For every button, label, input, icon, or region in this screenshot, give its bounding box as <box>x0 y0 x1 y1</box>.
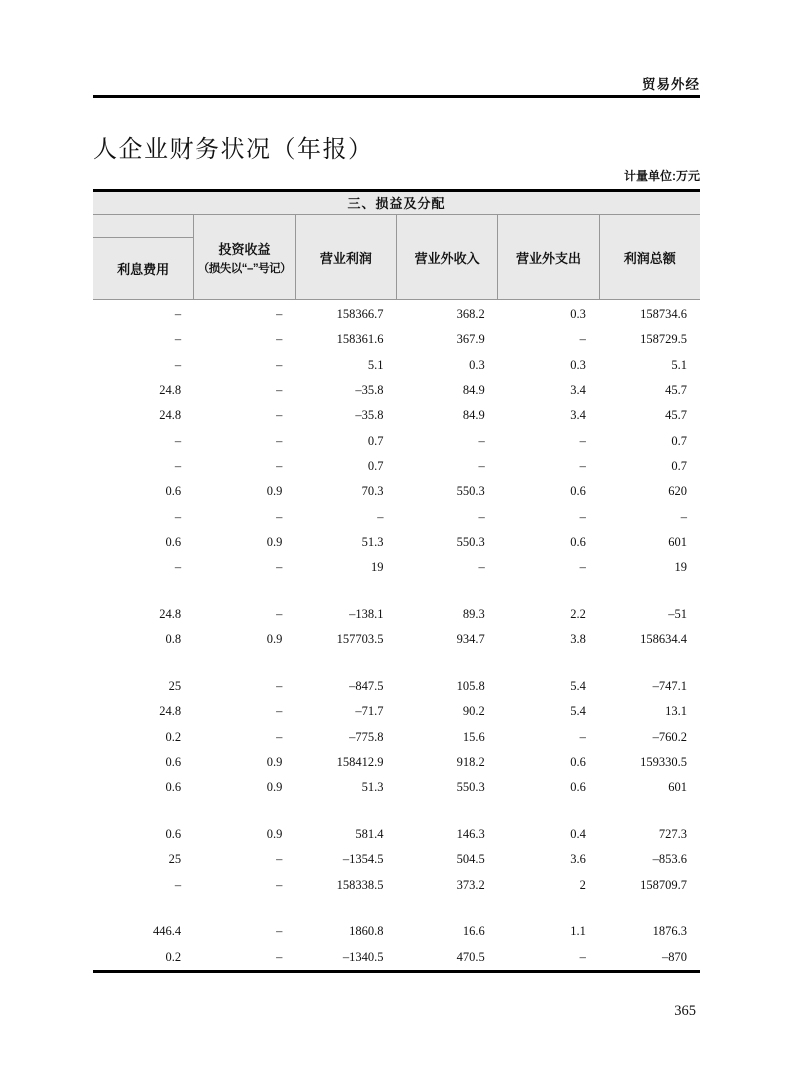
table-cell: –35.8 <box>355 383 384 398</box>
table-cell: 0.6 <box>165 826 182 841</box>
table-row-spacer <box>93 580 700 602</box>
table-cell: – <box>276 332 283 347</box>
table-cell: 0.6 <box>165 780 182 795</box>
table-cell: 158729.5 <box>640 332 688 347</box>
table-cell: – <box>579 458 586 473</box>
table-cell: 504.5 <box>456 852 485 867</box>
table-cell: 24.8 <box>159 704 182 719</box>
table-cell: 373.2 <box>456 877 485 892</box>
table-cell: 158412.9 <box>336 754 384 769</box>
table-cell: 581.4 <box>355 826 384 841</box>
table-cell: –870 <box>662 949 688 964</box>
table-cell: 5.1 <box>367 357 384 372</box>
column-header-label: 营业利润 <box>319 250 372 266</box>
table-cell: –138.1 <box>349 606 384 621</box>
table-cell: 0.6 <box>165 484 182 499</box>
table-cell: 45.7 <box>665 383 688 398</box>
table-cell: –747.1 <box>652 679 688 693</box>
table-cell: 90.2 <box>462 704 485 719</box>
table-cell: 550.3 <box>456 780 485 795</box>
table-cell: 158709.7 <box>640 877 688 892</box>
table-cell: 2.2 <box>570 606 586 621</box>
table-cell: 0.2 <box>165 729 182 744</box>
table-row <box>93 302 700 327</box>
table-body <box>93 300 700 970</box>
table-cell: 105.8 <box>456 679 485 693</box>
header-stub-cell <box>93 215 193 238</box>
table-cell: – <box>377 509 384 524</box>
table-cell: –1340.5 <box>342 949 384 964</box>
table-cell: 158366.7 <box>336 307 384 322</box>
table-cell: – <box>276 729 283 744</box>
column-header-operating-profit <box>295 215 396 299</box>
table-cell: 550.3 <box>456 534 485 549</box>
table-cell: – <box>276 852 283 867</box>
column-header-label: 营业外支出 <box>515 250 581 266</box>
table-cell: 25 <box>168 852 182 867</box>
table-cell: – <box>579 949 586 964</box>
table-cell: 0.6 <box>570 484 586 499</box>
table-row-spacer <box>93 652 700 674</box>
table-cell: 19 <box>674 560 688 575</box>
table-cell: – <box>276 383 283 398</box>
column-header-label: 利息费用 <box>117 262 170 277</box>
table-cell: 51.3 <box>361 534 384 549</box>
table-cell: 158734.6 <box>640 307 688 322</box>
table-cell: 3.4 <box>570 408 586 423</box>
table-cell: 5.4 <box>570 704 586 719</box>
table-row <box>93 428 700 453</box>
table-cell: – <box>276 704 283 719</box>
table-cell: 159330.5 <box>640 754 688 769</box>
table-row <box>93 750 700 775</box>
table-cell: – <box>478 509 485 524</box>
table-cell: 0.3 <box>570 357 586 372</box>
table-row <box>93 403 700 428</box>
table-cell: 0.6 <box>165 534 182 549</box>
table-cell: 0.9 <box>266 632 283 647</box>
table-cell: –51 <box>668 606 688 621</box>
table-row <box>93 919 700 944</box>
table-row <box>93 530 700 555</box>
table-row <box>93 674 700 699</box>
table-cell: – <box>579 509 586 524</box>
table-cell: 3.8 <box>570 632 586 647</box>
table-cell: – <box>276 877 283 892</box>
table-cell: 0.9 <box>266 826 283 841</box>
table-bottom-rule <box>93 970 700 973</box>
table-cell: 0.7 <box>671 458 688 473</box>
table-row <box>93 378 700 403</box>
table-cell: 0.7 <box>367 458 384 473</box>
table-cell: 1860.8 <box>349 924 384 939</box>
table-cell: 446.4 <box>153 924 182 939</box>
table-cell: – <box>276 433 283 448</box>
table-row <box>93 555 700 580</box>
table-section-title: 三、损益及分配 <box>93 192 700 215</box>
table-row <box>93 602 700 627</box>
table-cell: 1876.3 <box>652 924 688 939</box>
table-cell: –71.7 <box>355 704 384 719</box>
column-header-label: 利润总额 <box>623 250 676 266</box>
table-cell: 620 <box>668 484 688 499</box>
table-cell: 0.6 <box>570 780 586 795</box>
table-cell: 2 <box>579 877 586 892</box>
table-cell: 158634.4 <box>640 632 688 647</box>
table-row <box>93 479 700 504</box>
table-cell: 158338.5 <box>336 877 384 892</box>
table-cell: 15.6 <box>462 729 485 744</box>
table-row <box>93 822 700 847</box>
table-cell: – <box>579 332 586 347</box>
table-cell: 24.8 <box>159 606 182 621</box>
table-cell: – <box>680 509 688 524</box>
column-header-investment-income <box>193 215 294 299</box>
table-cell: 601 <box>668 534 688 549</box>
table-cell: 45.7 <box>665 408 688 423</box>
table-cell: 1.1 <box>570 924 586 939</box>
running-head-rule <box>93 95 700 98</box>
table-cell: – <box>276 357 283 372</box>
table-row <box>93 327 700 352</box>
table-cell: – <box>478 560 485 575</box>
table-cell: – <box>276 924 283 939</box>
table-cell: – <box>174 433 182 448</box>
column-header-nonoperating-expense <box>497 215 598 299</box>
table-row-spacer <box>93 800 700 822</box>
table-cell: – <box>478 433 485 448</box>
page-title: 人企业财务状况（年报） <box>93 137 374 163</box>
table-cell: –847.5 <box>349 679 384 693</box>
table-cell: 5.4 <box>570 679 586 693</box>
table-cell: 0.7 <box>671 433 688 448</box>
table-cell: – <box>276 458 283 473</box>
table-row <box>93 847 700 872</box>
table-cell: 158361.6 <box>336 332 384 347</box>
table-cell: –760.2 <box>652 729 688 744</box>
table-row <box>93 699 700 724</box>
table-cell: 89.3 <box>462 606 485 621</box>
table-cell: 24.8 <box>159 408 182 423</box>
table-cell: 934.7 <box>456 632 485 647</box>
table-cell: 0.9 <box>266 780 283 795</box>
table-cell: – <box>276 408 283 423</box>
table-cell: – <box>276 949 283 964</box>
table-cell: – <box>579 560 586 575</box>
table-row <box>93 504 700 529</box>
table-cell: – <box>276 679 283 693</box>
table-cell: –1354.5 <box>342 852 384 867</box>
table-row <box>93 627 700 652</box>
table-cell: 84.9 <box>462 408 485 423</box>
table-row <box>93 872 700 897</box>
table-cell: –853.6 <box>652 852 688 867</box>
column-header-sublabel: （损失以“–”号记） <box>197 262 292 275</box>
table-row <box>93 775 700 800</box>
running-head: 贸易外经 <box>642 77 700 92</box>
table-row <box>93 945 700 970</box>
table-cell: 5.1 <box>671 357 688 372</box>
unit-note: 计量单位:万元 <box>624 169 700 183</box>
table-cell: – <box>276 509 283 524</box>
table-cell: 0.7 <box>367 433 384 448</box>
table-cell: 727.3 <box>658 826 688 841</box>
table-cell: 918.2 <box>456 754 485 769</box>
table-cell: 601 <box>668 780 688 795</box>
table-row <box>93 724 700 749</box>
table-cell: 0.6 <box>570 754 586 769</box>
table-cell: 157703.5 <box>336 632 384 647</box>
table-cell: 51.3 <box>361 780 384 795</box>
table-cell: –775.8 <box>349 729 384 744</box>
table-cell: 13.1 <box>665 704 688 719</box>
table-cell: 367.9 <box>456 332 485 347</box>
table-cell: 470.5 <box>456 949 485 964</box>
table-cell: – <box>174 332 182 347</box>
table-cell: 0.6 <box>570 534 586 549</box>
table-row <box>93 353 700 378</box>
table-row <box>93 454 700 479</box>
table-row-spacer <box>93 898 700 920</box>
table-cell: – <box>276 560 283 575</box>
table-cell: 0.9 <box>266 484 283 499</box>
table-cell: 19 <box>371 560 384 575</box>
table-cell: 368.2 <box>456 307 485 322</box>
page-number: 365 <box>674 1003 696 1019</box>
table-cell: 0.3 <box>570 307 586 322</box>
column-header-label: 营业外收入 <box>414 250 480 266</box>
table-cell: 3.4 <box>570 383 586 398</box>
table-cell: – <box>174 509 182 524</box>
table-cell: – <box>579 729 586 744</box>
table-cell: 70.3 <box>361 484 384 499</box>
table-cell: – <box>276 307 283 322</box>
column-header-nonoperating-income <box>396 215 497 299</box>
table-cell: 84.9 <box>462 383 485 398</box>
table-cell: – <box>174 877 182 892</box>
table-cell: 0.9 <box>266 754 283 769</box>
table-cell: 25 <box>168 679 182 693</box>
table-cell: 16.6 <box>462 924 485 939</box>
table-cell: – <box>174 560 182 575</box>
table-cell: – <box>579 433 586 448</box>
table-cell: – <box>174 307 182 322</box>
table-cell: 146.3 <box>456 826 485 841</box>
statistics-table <box>93 189 700 973</box>
table-cell: – <box>174 357 182 372</box>
table-cell: 550.3 <box>456 484 485 499</box>
table-cell: – <box>276 606 283 621</box>
table-cell: 0.6 <box>165 754 182 769</box>
table-cell: – <box>478 458 485 473</box>
table-cell: 0.9 <box>266 534 283 549</box>
column-header-total-profit <box>599 215 700 299</box>
table-cell: – <box>174 458 182 473</box>
column-header-interest-expense <box>93 215 193 299</box>
column-header-label: 投资收益 <box>218 241 271 257</box>
table-cell: 24.8 <box>159 383 182 398</box>
table-cell: 0.4 <box>570 826 586 841</box>
table-cell: 0.3 <box>469 357 485 372</box>
table-cell: 0.2 <box>165 949 182 964</box>
table-cell: –35.8 <box>355 408 384 423</box>
table-cell: 3.6 <box>570 852 586 867</box>
table-cell: 0.8 <box>165 632 182 647</box>
table-header-row <box>93 215 700 300</box>
